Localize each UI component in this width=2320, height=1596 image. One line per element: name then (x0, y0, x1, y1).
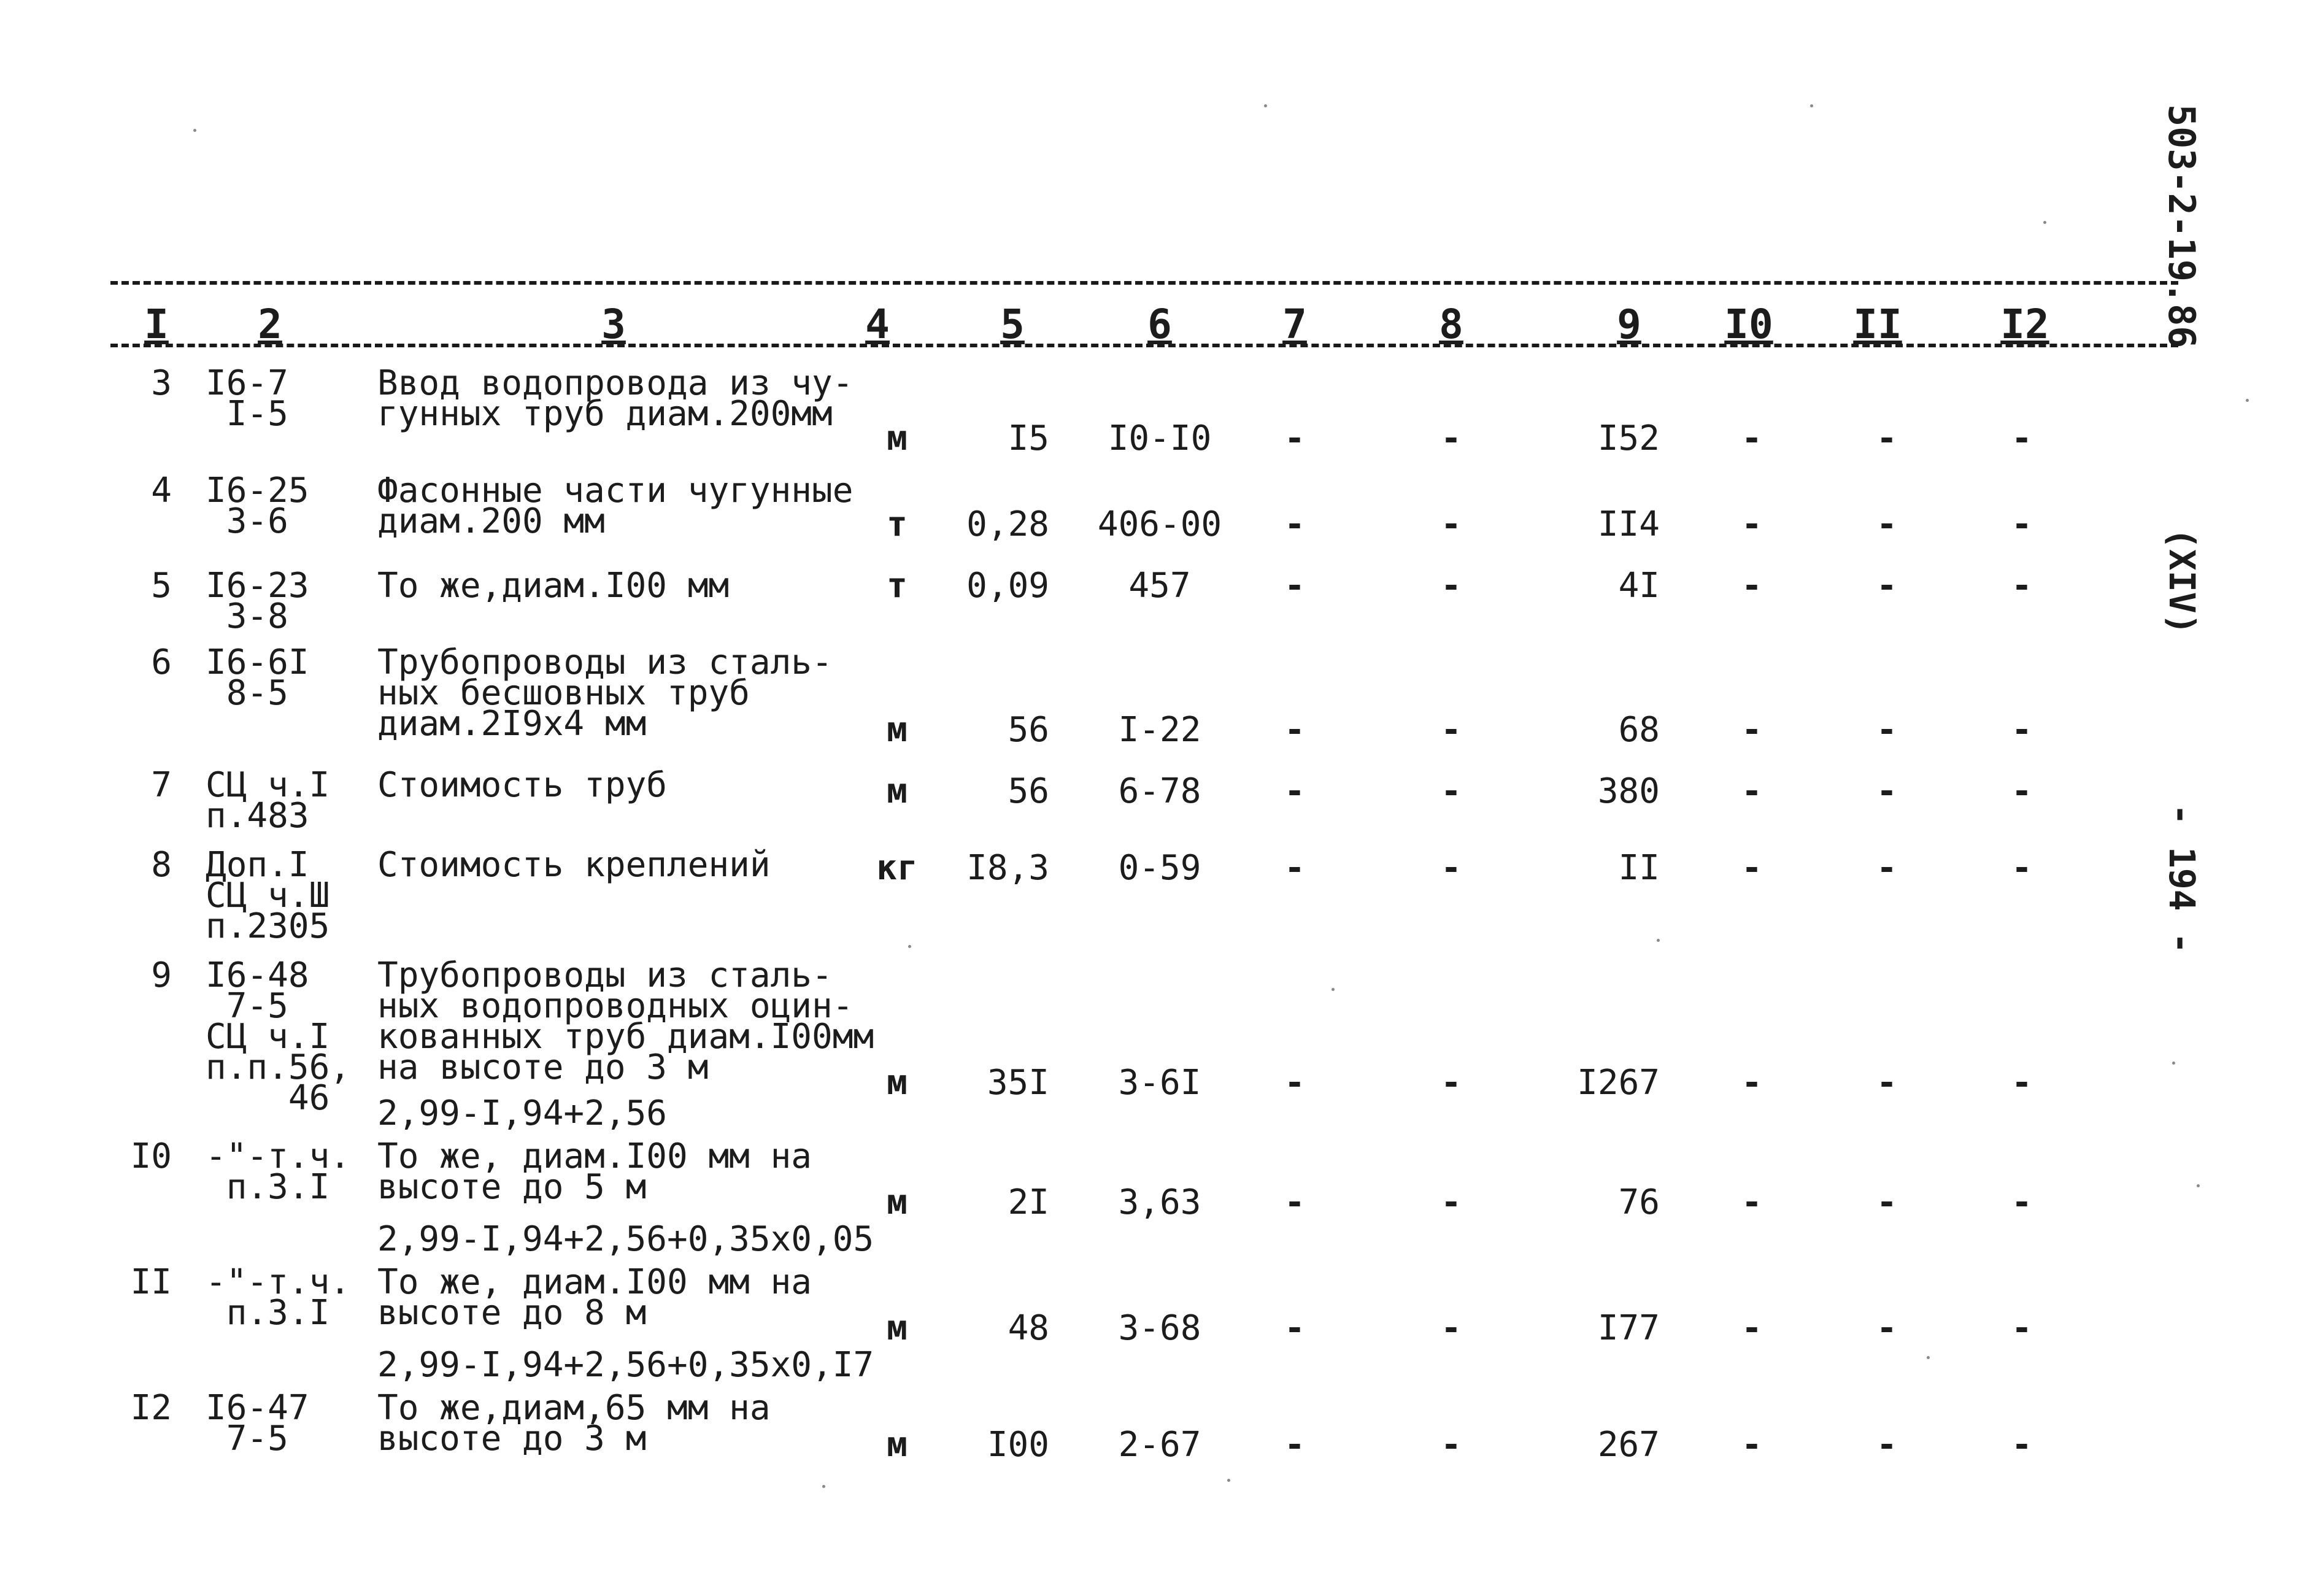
work-description: То же,диам,65 мм на высоте до 3 м (377, 1388, 771, 1459)
cell-qty: 0,28 (966, 504, 1049, 544)
cell-c12: - (2011, 566, 2032, 606)
column-header-5: 5 (1000, 301, 1025, 348)
cell-c12: - (2011, 1425, 2032, 1465)
scan-speck (1264, 104, 1267, 107)
column-header-12: I2 (2000, 301, 2049, 348)
cell-c12: - (2011, 1308, 2032, 1348)
cell-c8: - (1441, 1425, 1462, 1465)
cell-c8: - (1441, 710, 1462, 750)
header-top-rule (110, 281, 2178, 285)
cell-price: 2-67 (1118, 1425, 1201, 1465)
cell-c9: I77 (1597, 1308, 1660, 1348)
row-number: 4 (151, 471, 172, 511)
work-description: Ввод водопровода из чу- гунных труб диам.200мм (377, 363, 854, 434)
cell-price: I-22 (1118, 710, 1201, 750)
cell-c10: - (1741, 1182, 1762, 1222)
scan-speck (1810, 104, 1813, 107)
work-description: То же, диам.I00 мм на высоте до 8 м (377, 1262, 812, 1333)
cell-unit: м (887, 1425, 908, 1465)
cell-qty: 35I (987, 1063, 1049, 1103)
reference-code: -"-т.ч. п.3.I (206, 1262, 351, 1333)
cell-unit: м (887, 418, 908, 458)
work-description: То же,диам.I00 мм (377, 566, 730, 606)
row-number: 8 (151, 845, 172, 885)
cell-qty: I8,3 (966, 848, 1049, 888)
cell-unit: м (887, 771, 908, 811)
cell-c7: - (1284, 1308, 1305, 1348)
row-number: I0 (130, 1136, 172, 1176)
column-header-6: 6 (1147, 301, 1172, 348)
cell-c12: - (2011, 504, 2032, 544)
cell-c8: - (1441, 771, 1462, 811)
cell-unit: м (887, 1308, 908, 1348)
cell-c11: - (1876, 1063, 1897, 1103)
cell-c7: - (1284, 771, 1305, 811)
column-header-10: I0 (1724, 301, 1773, 348)
cell-c11: - (1876, 710, 1897, 750)
cell-c10: - (1741, 1425, 1762, 1465)
cell-c10: - (1741, 504, 1762, 544)
cell-c9: II (1618, 848, 1660, 888)
cell-c8: - (1441, 1308, 1462, 1348)
work-description: Трубопроводы из сталь- ных водопроводных оцин- кованных труб диам.I00мм на высоте до 3 м (377, 955, 874, 1087)
cell-c9: II4 (1597, 504, 1660, 544)
work-description: Фасонные части чугунные диам.200 мм (377, 471, 854, 541)
cell-c10: - (1741, 710, 1762, 750)
reference-code: I6-47 7-5 (206, 1388, 309, 1459)
cell-c7: - (1284, 848, 1305, 888)
column-header-7: 7 (1282, 301, 1307, 348)
column-header-9: 9 (1617, 301, 1641, 348)
column-header-1: I (144, 301, 169, 348)
cell-c7: - (1284, 1182, 1305, 1222)
cell-c9: 267 (1597, 1425, 1660, 1465)
cell-c11: - (1876, 848, 1897, 888)
cell-c11: - (1876, 1425, 1897, 1465)
cell-c8: - (1441, 1063, 1462, 1103)
cell-c7: - (1284, 1425, 1305, 1465)
cell-c10: - (1741, 418, 1762, 458)
scan-speck (1331, 988, 1335, 991)
cell-c7: - (1284, 566, 1305, 606)
cell-price: 3,63 (1118, 1182, 1201, 1222)
cell-c9: 76 (1618, 1182, 1660, 1222)
scan-speck (822, 1485, 825, 1488)
cell-c11: - (1876, 504, 1897, 544)
work-description: Стоимость труб (377, 765, 668, 805)
cell-unit: м (887, 1063, 908, 1103)
reference-code: I6-48 7-5 СЦ ч.I п.п.56, 46 (206, 955, 351, 1118)
cell-c9: 68 (1618, 710, 1660, 750)
row-number: 9 (151, 955, 172, 995)
column-header-3: 3 (601, 301, 626, 348)
cell-c12: - (2011, 848, 2032, 888)
cell-price: 457 (1128, 566, 1191, 606)
cell-c7: - (1284, 418, 1305, 458)
cell-c10: - (1741, 566, 1762, 606)
scan-speck (1657, 939, 1660, 942)
cell-qty: 0,09 (966, 566, 1049, 606)
cell-unit: м (887, 1182, 908, 1222)
cell-c7: - (1284, 710, 1305, 750)
reference-code: -"-т.ч. п.3.I (206, 1136, 351, 1207)
cell-qty: 56 (1008, 710, 1049, 750)
reference-code: Доп.I СЦ ч.Ш п.2305 (206, 845, 330, 946)
scan-speck (193, 129, 196, 132)
cell-c10: - (1741, 1063, 1762, 1103)
cell-c9: I52 (1597, 418, 1660, 458)
reference-code: СЦ ч.I п.483 (206, 765, 330, 836)
cost-formula: 2,99-I,94+2,56+0,35x0,I7 (377, 1345, 874, 1385)
cell-price: 0-59 (1118, 848, 1201, 888)
reference-code: I6-25 3-6 (206, 471, 309, 541)
cell-qty: 56 (1008, 771, 1049, 811)
cost-formula: 2,99-I,94+2,56 (377, 1093, 668, 1133)
cell-price: I0-I0 (1108, 418, 1212, 458)
row-number: II (130, 1262, 172, 1302)
scan-speck (2043, 221, 2046, 224)
cell-c11: - (1876, 566, 1897, 606)
column-header-4: 4 (865, 301, 890, 348)
cell-c8: - (1441, 1182, 1462, 1222)
column-header-8: 8 (1439, 301, 1463, 348)
cell-price: 3-6I (1118, 1063, 1201, 1103)
cell-unit: т (887, 566, 908, 606)
scan-speck (2246, 399, 2249, 402)
work-description: Трубопроводы из сталь- ных бесшовных труб диам.2I9x4 мм (377, 642, 833, 744)
scan-speck (908, 945, 911, 948)
column-header-2: 2 (258, 301, 282, 348)
cell-c12: - (2011, 1063, 2032, 1103)
scan-speck (1227, 1479, 1230, 1482)
cell-c10: - (1741, 1308, 1762, 1348)
cell-c8: - (1441, 848, 1462, 888)
column-header-11: II (1853, 301, 1902, 348)
document-code: 503-2-19.86 (2160, 104, 2203, 349)
cell-c8: - (1441, 566, 1462, 606)
cell-c8: - (1441, 504, 1462, 544)
cell-c9: 4I (1618, 566, 1660, 606)
cell-c8: - (1441, 418, 1462, 458)
cell-c10: - (1741, 848, 1762, 888)
cell-unit: т (887, 504, 908, 544)
cell-price: 6-78 (1118, 771, 1201, 811)
cell-c12: - (2011, 771, 2032, 811)
cell-c12: - (2011, 418, 2032, 458)
cell-c11: - (1876, 1182, 1897, 1222)
cell-qty: I00 (987, 1425, 1049, 1465)
cell-qty: 48 (1008, 1308, 1049, 1348)
row-number: 7 (151, 765, 172, 805)
scan-speck (1927, 1356, 1930, 1359)
reference-code: I6-23 3-8 (206, 566, 309, 636)
cell-unit: кг (876, 848, 918, 888)
cell-c12: - (2011, 710, 2032, 750)
row-number: I2 (130, 1388, 172, 1428)
scan-speck (2172, 1062, 2175, 1065)
cell-c9: I267 (1577, 1063, 1660, 1103)
row-number: 5 (151, 566, 172, 606)
cost-formula: 2,99-I,94+2,56+0,35x0,05 (377, 1219, 874, 1259)
cell-c11: - (1876, 771, 1897, 811)
cell-c7: - (1284, 504, 1305, 544)
row-number: 6 (151, 642, 172, 682)
cell-c7: - (1284, 1063, 1305, 1103)
work-description: То же, диам.I00 мм на высоте до 5 м (377, 1136, 812, 1207)
cell-c11: - (1876, 418, 1897, 458)
cell-c11: - (1876, 1308, 1897, 1348)
cell-c10: - (1741, 771, 1762, 811)
cell-price: 3-68 (1118, 1308, 1201, 1348)
page-number: - 194 - (2161, 804, 2203, 954)
cell-c12: - (2011, 1182, 2032, 1222)
cell-qty: I5 (1008, 418, 1049, 458)
cell-qty: 2I (1008, 1182, 1049, 1222)
reference-code: I6-7 I-5 (206, 363, 288, 434)
work-description: Стоимость креплений (377, 845, 771, 885)
cell-unit: м (887, 710, 908, 750)
cell-c9: 380 (1597, 771, 1660, 811)
row-number: 3 (151, 363, 172, 403)
scan-speck (2197, 1184, 2200, 1187)
cell-price: 406-00 (1097, 504, 1222, 544)
reference-code: I6-6I 8-5 (206, 642, 309, 713)
section-label: (XIV) (2161, 528, 2203, 635)
